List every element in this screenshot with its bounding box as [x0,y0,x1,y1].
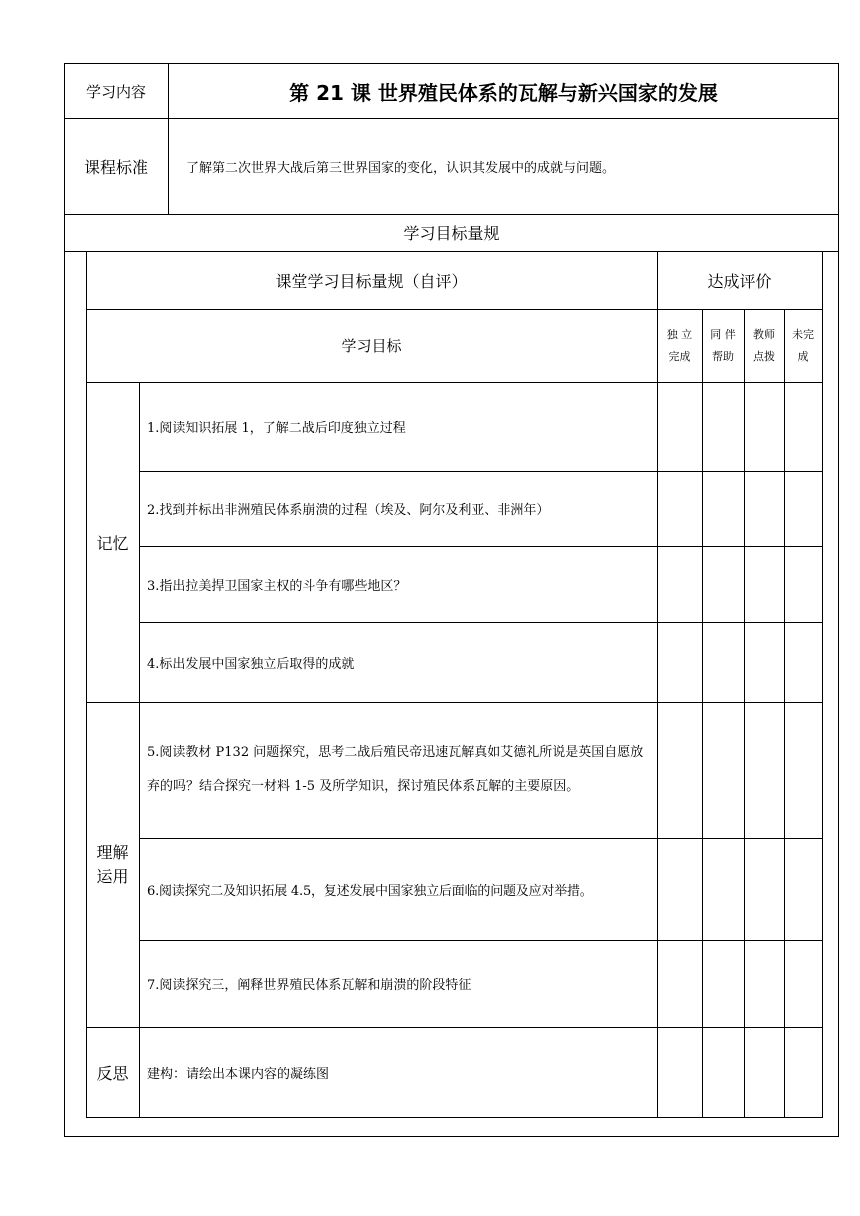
eval-col-peer: 同 伴 帮助 [710,327,736,363]
standard-label: 课程标准 [83,157,148,177]
goal-row: 建构：请绘出本课内容的凝练图 [147,1066,330,1082]
self-eval-title: 课堂学习目标量规（自评） [275,271,468,291]
eval-col-independent: 独 立 完成 [666,327,693,363]
content-label: 学习内容 [85,82,146,101]
lesson-title: 第 21 课 世界殖民体系的瓦解与新兴国家的发展 [289,80,718,105]
goal-row: 1.阅读知识拓展 1，了解二战后印度独立过程 [147,421,406,436]
goal-row: 3.指出拉美捍卫国家主权的斗争有哪些地区？ [147,578,407,594]
col-divider [139,382,140,1118]
goal-header: 学习目标 [341,337,402,355]
col-divider [744,309,745,1118]
category-reflection: 反思 [96,1063,129,1083]
achievement-title: 达成评价 [707,271,772,291]
col-divider [784,309,785,1118]
category-memory: 记忆 [96,533,129,553]
category-understand-apply: 理解 运用 [96,842,129,886]
eval-col-incomplete: 未完 成 [792,327,814,363]
inner-bottom-border [86,1117,823,1118]
standard-text: 了解第二次世界大战后第三世界国家的变化，认识其发展中的成就与问题。 [186,160,616,176]
goal-row: 4.标出发展中国家独立后取得的成就 [147,656,355,672]
goal-row: 2.找到并标出非洲殖民体系崩溃的过程（埃及、阿尔及利亚、非洲年） [147,503,550,518]
goal-row: 5.阅读教材 P132 问题探究，思考二战后殖民帝迅速瓦解真如艾德礼所说是英国自愿放弃的吗？结合探究一材料 1-5 及所学知识，探讨殖民体系瓦解的主要原因。 [147,745,644,794]
goal-row: 7.阅读探究三，阐释世界殖民体系瓦解和崩溃的阶段特征 [147,978,472,993]
eval-col-teacher: 教师 点拨 [753,327,775,363]
goal-row: 6.阅读探究二及知识拓展 4.5，复述发展中国家独立后面临的问题及应对举措。 [147,883,593,899]
rubric-title: 学习目标量规 [403,224,500,243]
outer-bottom-border [64,1136,839,1137]
col-divider [702,309,703,1118]
